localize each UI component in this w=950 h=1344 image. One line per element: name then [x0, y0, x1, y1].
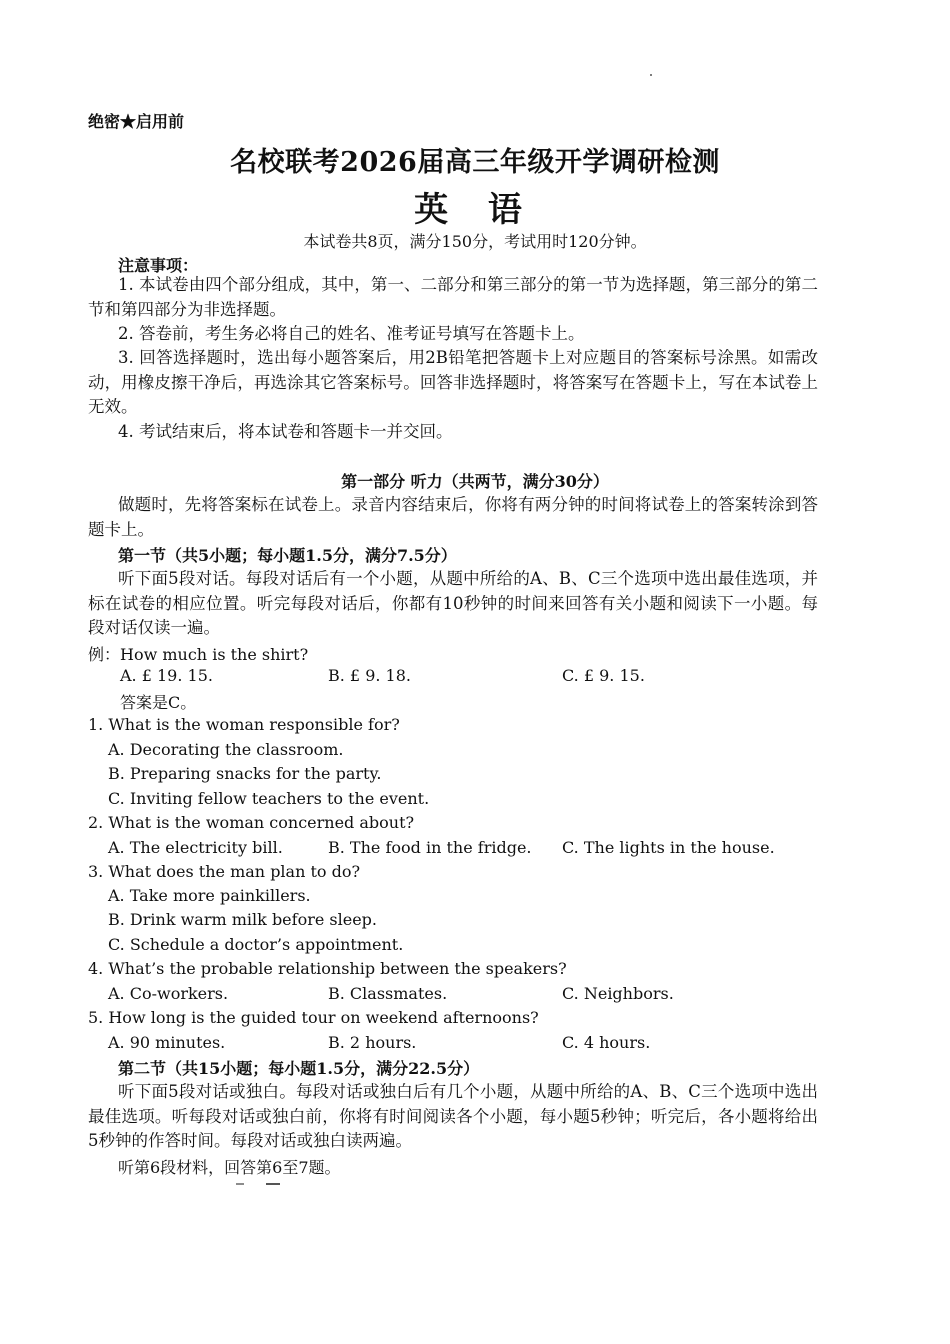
exam-title: 名校联考2026届高三年级开学调研检测 [230, 147, 720, 178]
section1-intro: 听下面5段对话。每段对话后有一个小题，从题中所给的A、B、C三个选项中选出最佳选项，并标在试卷的相应位置。听完每段对话后，你都有10秒钟的时间来回答有关小题和阅读下一小题。每段对话仅读一遍。 [88, 569, 818, 637]
q5-option-c: C. 4 hours. [562, 1033, 651, 1052]
question-5: 5. How long is the guided tour on weekend afternoons? [88, 1008, 539, 1027]
q1-option-c: C. Inviting fellow teachers to the event. [108, 789, 430, 808]
q5-option-b: B. 2 hours. [328, 1033, 417, 1052]
notice-item-1: 1. 本试卷由四个部分组成，其中，第一、二部分和第三部分的第一节为选择题，第三部分的第二节和第四部分为非选择题。 [88, 275, 818, 319]
notice-item-3: 3. 回答选择题时，选出每小题答案后，用2B铅笔把答题卡上对应题目的答案标号涂黑。如需改动，用橡皮擦干净后，再选涂其它答案标号。回答非选择题时，将答案写在答题卡上，写在本试卷上无效。 [88, 348, 818, 416]
q2-option-b: B. The food in the fridge. [328, 838, 532, 857]
q3-option-c: C. Schedule a doctor’s appointment. [108, 935, 404, 954]
part1-intro: 做题时，先将答案标在试卷上。录音内容结束后，你将有两分钟的时间将试卷上的答案转涂到答题卡上。 [88, 495, 818, 539]
example-option-c: C. £ 9. 15. [562, 666, 645, 685]
q3-option-b: B. Drink warm milk before sleep. [108, 910, 377, 929]
exam-info: 本试卷共8页，满分150分，考试用时120分钟。 [303, 232, 647, 251]
example-option-b: B. £ 9. 18. [328, 666, 411, 685]
q5-option-a: A. 90 minutes. [108, 1033, 226, 1052]
example-question: 例：How much is the shirt? [88, 645, 309, 664]
section2-title: 第二节（共15小题；每小题1.5分，满分22.5分） [118, 1059, 480, 1078]
notice-item-2: 2. 答卷前，考生务必将自己的姓名、准考证号填写在答题卡上。 [118, 324, 585, 343]
q1-option-b: B. Preparing snacks for the party. [108, 764, 382, 783]
q4-option-c: C. Neighbors. [562, 984, 674, 1003]
example-option-a: A. £ 19. 15. [120, 666, 213, 685]
question-2: 2. What is the woman concerned about? [88, 813, 415, 832]
scan-smudge [236, 1181, 286, 1187]
q3-option-a: A. Take more painkillers. [108, 886, 311, 905]
q4-option-a: A. Co-workers. [108, 984, 229, 1003]
notice-heading: 注意事项： [118, 256, 199, 275]
section1-title: 第一节（共5小题；每小题1.5分，满分7.5分） [118, 546, 457, 565]
section2-first-material: 听第6段材料，回答第6至7题。 [118, 1158, 341, 1177]
q4-option-b: B. Classmates. [328, 984, 448, 1003]
question-3: 3. What does the man plan to do? [88, 862, 361, 881]
q2-option-a: A. The electricity bill. [108, 838, 283, 857]
example-answer: 答案是C。 [120, 693, 197, 712]
q1-option-a: A. Decorating the classroom. [108, 740, 344, 759]
section2-intro: 听下面5段对话或独白。每段对话或独白后有几个小题，从题中所给的A、B、C三个选项中选出最佳选项。听每段对话或独白前，你将有时间阅读各个小题，每小题5秒钟；听完后，各小题将给出5秒钟的作答时间。每段对话或独白读两遍。 [88, 1082, 818, 1150]
question-4: 4. What’s the probable relationship between the speakers? [88, 959, 567, 978]
question-1: 1. What is the woman responsible for? [88, 715, 400, 734]
subject-title: 英 语 [414, 190, 536, 230]
notice-item-4: 4. 考试结束后，将本试卷和答题卡一并交回。 [118, 422, 453, 441]
confidential-label: 绝密★启用前 [88, 112, 185, 131]
q2-option-c: C. The lights in the house. [562, 838, 775, 857]
scan-speck [650, 74, 652, 76]
part1-title: 第一部分 听力（共两节，满分30分） [341, 472, 609, 491]
